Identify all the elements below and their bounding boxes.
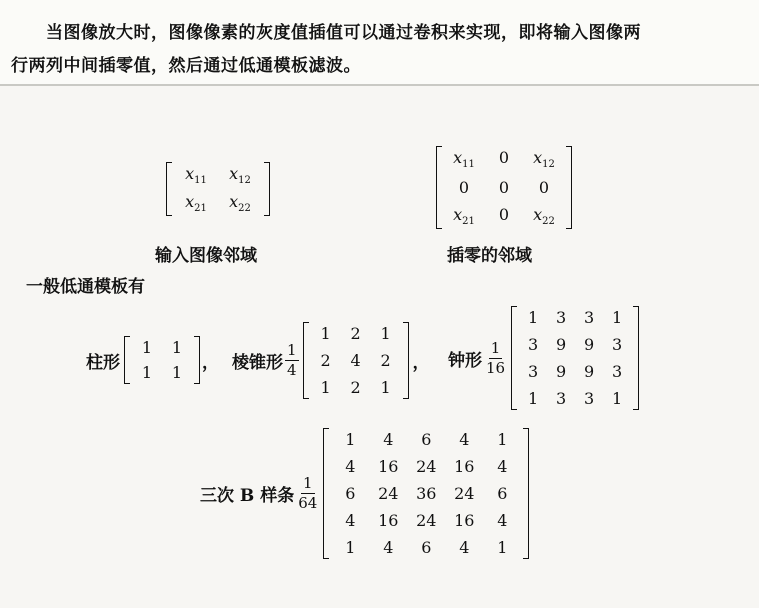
zero-matrix-cell: 0 (498, 148, 510, 167)
bspline-fraction (296, 476, 319, 511)
bell-matrix-cell: 1 (528, 308, 539, 327)
zero-matrix-cell: 0 (498, 205, 510, 225)
bspline-matrix-cell: 16 (378, 511, 399, 530)
zero-matrix-cell: 0 (538, 178, 550, 198)
zero-inserted-matrix (436, 146, 572, 229)
intro-line-2: 行两列中间插零值，然后通过低通模板滤波。 (11, 56, 361, 76)
pyramid-matrix-cell: 2 (350, 324, 361, 343)
pyramid-numerator: 1 (287, 341, 297, 359)
bell-matrix-cell: 3 (584, 389, 595, 408)
bell-matrix-cell: 3 (556, 308, 567, 327)
zero-matrix-cell: 0 (498, 178, 510, 198)
bspline-matrix-cell: 24 (454, 484, 475, 503)
bspline-matrix-cell: 6 (345, 484, 356, 503)
pyramid-matrix-cell: 1 (380, 324, 391, 343)
pyramid-fraction (285, 343, 299, 378)
pyramid-matrix-cell: 2 (350, 378, 361, 397)
bell-denominator: 16 (486, 358, 506, 377)
bell-matrix-cell: 3 (612, 335, 623, 354)
zero-inserted-caption: 插零的邻域 (447, 246, 532, 266)
pyramid-denominator: 4 (287, 361, 297, 379)
bell-matrix-cell: 9 (556, 362, 567, 381)
bspline-matrix-cell: 4 (497, 457, 508, 476)
bspline-matrix-cell: 4 (345, 457, 356, 476)
bspline-matrix-cell: 24 (416, 511, 437, 530)
bspline-matrix-cell: 6 (421, 430, 432, 449)
bell-matrix-cell: 3 (528, 335, 539, 354)
bell-matrix-cell: 1 (528, 389, 539, 408)
bspline-matrix-cell: 36 (416, 484, 437, 503)
bspline-numerator: 1 (302, 474, 313, 492)
bspline-matrix-cell: 6 (497, 484, 508, 503)
pyramid-matrix-cell: 1 (320, 324, 331, 343)
bell-matrix-cell: 9 (556, 335, 567, 354)
zero-matrix-cell: $x_{21}$ (453, 205, 475, 228)
bell-matrix-cell: 3 (556, 389, 567, 408)
pillar-template (86, 336, 219, 384)
input-matrix-cell: $x_{21}$ (185, 192, 207, 215)
bspline-matrix-cell: 24 (378, 484, 399, 503)
zero-matrix-cell: 0 (458, 178, 470, 198)
bell-template (448, 306, 639, 410)
lowpass-heading: 一般低通模板有 (26, 277, 145, 297)
zero-matrix-cell: $x_{11}$ (453, 148, 475, 171)
bspline-matrix-cell: 4 (383, 430, 394, 449)
bspline-matrix-cell: 16 (378, 457, 399, 476)
input-matrix-cell: $x_{22}$ (229, 192, 251, 215)
zero-matrix-cell: $x_{12}$ (533, 148, 555, 171)
bspline-matrix-cell: 16 (454, 457, 475, 476)
input-matrix-cell: $x_{12}$ (229, 164, 251, 187)
bspline-matrix-cell: 4 (383, 538, 394, 557)
bspline-matrix-cell: 4 (459, 538, 470, 557)
pillar-matrix-cell: 1 (141, 363, 153, 382)
pyramid-template (232, 322, 430, 399)
pillar-matrix-cell: 1 (141, 338, 153, 357)
input-matrix-cell: $x_{11}$ (185, 164, 207, 187)
input-neighborhood-caption: 输入图像邻域 (155, 246, 257, 266)
bspline-matrix-cell: 4 (497, 511, 508, 530)
bell-matrix-cell: 1 (612, 389, 623, 408)
bell-matrix-cell: 3 (584, 308, 595, 327)
bell-numerator: 1 (490, 338, 501, 357)
bspline-template (200, 428, 529, 559)
intro-paragraph (0, 0, 759, 86)
pillar-matrix-cell: 1 (171, 363, 183, 382)
bell-label: 钟形 (448, 350, 482, 371)
bell-matrix-cell: 9 (584, 362, 595, 381)
input-neighborhood-matrix (166, 162, 270, 216)
bspline-matrix-cell: 4 (345, 511, 356, 530)
pyramid-matrix-cell: 2 (380, 351, 391, 370)
bspline-matrix-cell: 1 (345, 538, 356, 557)
pyramid-matrix-cell: 1 (320, 378, 331, 397)
bspline-matrix-cell: 1 (497, 430, 508, 449)
bspline-label: 三次 B 样条 (200, 486, 295, 506)
bell-matrix-cell: 3 (612, 362, 623, 381)
zero-matrix-cell: $x_{22}$ (533, 205, 555, 228)
bell-matrix-cell: 9 (584, 335, 595, 354)
bspline-denominator: 64 (298, 494, 318, 512)
bell-matrix-cell: 3 (528, 362, 539, 381)
pyramid-matrix-cell: 1 (380, 378, 391, 397)
pyramid-label: 棱锥形 (232, 353, 283, 373)
pillar-separator: ， (202, 352, 219, 373)
bell-fraction (484, 338, 507, 377)
bspline-matrix-cell: 24 (416, 457, 437, 476)
bell-matrix-cell: 1 (612, 308, 623, 327)
pillar-matrix-cell: 1 (171, 338, 183, 357)
intro-line-1: 当图像放大时，图像像素的灰度值插值可以通过卷积来实现，即将输入图像两 (46, 23, 641, 43)
bspline-matrix-cell: 1 (345, 430, 356, 449)
bspline-matrix-cell: 6 (421, 538, 432, 557)
pillar-label: 柱形 (86, 352, 120, 373)
pyramid-matrix-cell: 4 (350, 351, 361, 370)
pyramid-separator: ， (412, 353, 430, 373)
bspline-matrix-cell: 1 (497, 538, 508, 557)
bspline-matrix-cell: 4 (459, 430, 470, 449)
bspline-matrix-cell: 16 (454, 511, 475, 530)
pyramid-matrix-cell: 2 (320, 351, 331, 370)
